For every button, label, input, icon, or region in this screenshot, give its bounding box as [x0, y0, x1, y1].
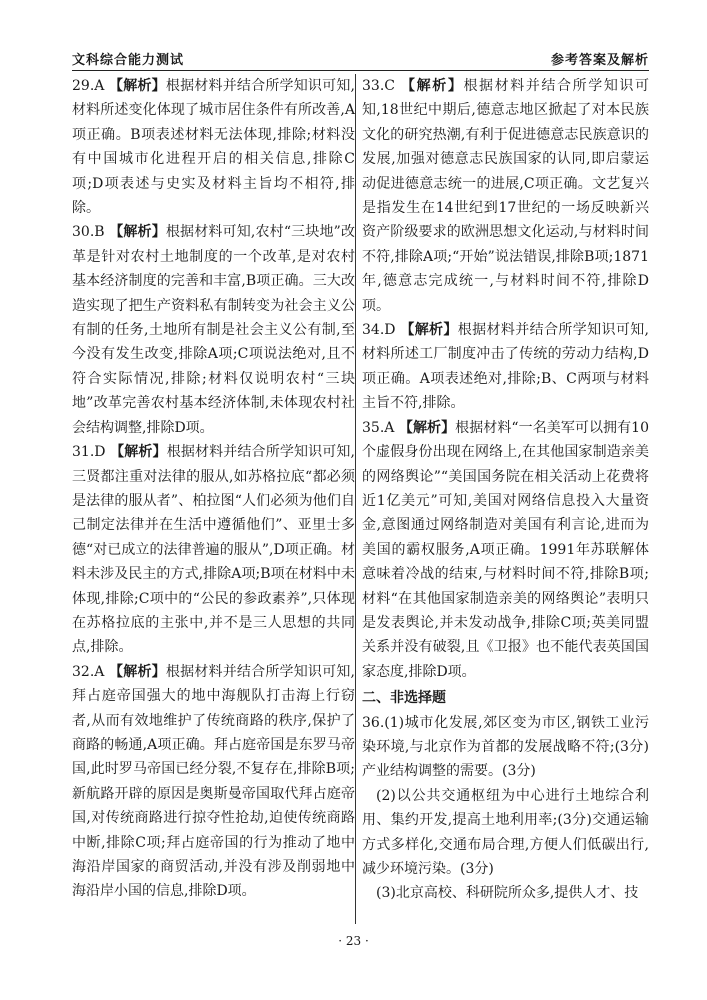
answer-item-35: 35.A 【解析】根据材料“一名美军可以拥有10个虚假身份出现在网络上,在其他国家制造亲美的网络舆论”“美国国务院在相关活动上花费将近1亿美元”可知,美国对网络信息投入大量资金,意图通过网络制造对美国有利言论,进而为美国的霸权服务,A项正确。1991年苏联解体意味着冷战的结束,与材料时间不符,排除B项;材料“在其他国家制造亲美的网络舆论”表明只是发表舆论,并未发动战争,排除C项;英美同盟关系并没有破裂,且《卫报》也不能代表英国国家态度,排除D项。 — [362, 419, 649, 680]
answer-item-32: 32.A 【解析】根据材料并结合所学知识可知,拜占庭帝国强大的地中海舰队打击海上行窃者,从而有效地维护了传统商路的秩序,保护了商路的畅通,A项正确。拜占庭帝国是东罗马帝国,此时罗马帝国已经分裂,不复存在,排除B项;新航路开辟的原因是奥斯曼帝国取代拜占庭帝国,对传统商路进行掠夺性抢劫,迫使传统商路中断,排除C项;拜占庭帝国的行为推动了地中海沿岸国家的商贸活动,并没有涉及削弱地中海沿岸小国的信息,排除D项。 — [72, 663, 355, 900]
section-title: 二、非选择题 — [362, 690, 446, 707]
answer-item-31: 31.D 【解析】根据材料并结合所学知识可知,三贤都注重对法律的服从,如苏格拉底“都必须是法律的服从者”、柏拉图“人们必须为他们自己制定法律并在生活中遵循他们”、亚里士多德“对已成立的法律普遍的服从”,D项正确。材料未涉及民主的方式,排除A项;B项在材料中未体现,排除;C项中的“公民的参政素养”,只体现在苏格拉底的主张中,并不是三人思想的共同点,排除。 — [72, 444, 356, 656]
answer-item-34: 34.D 【解析】根据材料并结合所学知识可知,材料所述工厂制度冲击了传统的劳动力结构,D项正确。A项表述绝对,排除;B、C两项与材料主旨不符,排除。 — [362, 322, 650, 412]
right-column — [362, 74, 649, 906]
answer-item-36-part-2: (2)以公共交通枢纽为中心进行土地综合利用、集约开发,提高土地利用率;(3分)交通运输方式多样化,交通布局合理,方便人们低碳出行,减少环境污染。(3分) — [362, 787, 649, 877]
column-divider — [355, 74, 356, 924]
answer-item-36: 36.(1)城市化发展,郊区变为市区,钢铁工业污染环境,与北京作为首都的发展战略不符;(3分)产业结构调整的需要。(3分) — [362, 714, 649, 780]
header-right-title: 参考答案及解析 — [550, 53, 649, 68]
answer-item-30: 30.B 【解析】根据材料可知,农村“三块地”改革是针对农村土地制度的一个改革,是对农村基本经济制度的完善和丰富,B项正确。三大改造实现了把生产资料私有制转变为社会主义公有制的任务,土地所有制是社会主义公有制,至今没有发生改变,排除A项;C项说法绝对,且不符合实际情况,排除;材料仅说明农村“三块地”改革完善农村基本经济体制,未体现农村社会结构调整,排除D项。 — [72, 224, 356, 436]
left-column — [72, 74, 355, 904]
page-header — [72, 48, 649, 71]
answer-item-36-part-3: (3)北京高校、科研院所众多,提供人才、技 — [376, 885, 639, 902]
answer-item-29: 29.A 【解析】根据材料并结合所学知识可知,材料所述变化体现了城市居住条件有所改善,A项正确。B项表述材料无法体现,排除;材料没有中国城市化进程开启的相关信息,排除C项;D项表述与史实及材料主旨均不相符,排除。 — [72, 78, 355, 217]
answer-item-33: 33.C 【解析】根据材料并结合所学知识可知,18世纪中期后,德意志地区掀起了对本民族文化的研究热潮,有利于促进德意志民族意识的发展,加强对德意志民族国家的认同,即启蒙运动促进德意志统一的进展,C项正确。文艺复兴是指发生在14世纪到17世纪的一场反映新兴资产阶级要求的欧洲思想文化运动,与材料时间不符,排除A项;“开始”说法错误,排除B项;1871年,德意志完成统一,与材料时间不符,排除D项。 — [362, 78, 650, 314]
header-left-title: 文科综合能力测试 — [72, 53, 185, 68]
page-number: · 23 · — [338, 934, 369, 948]
